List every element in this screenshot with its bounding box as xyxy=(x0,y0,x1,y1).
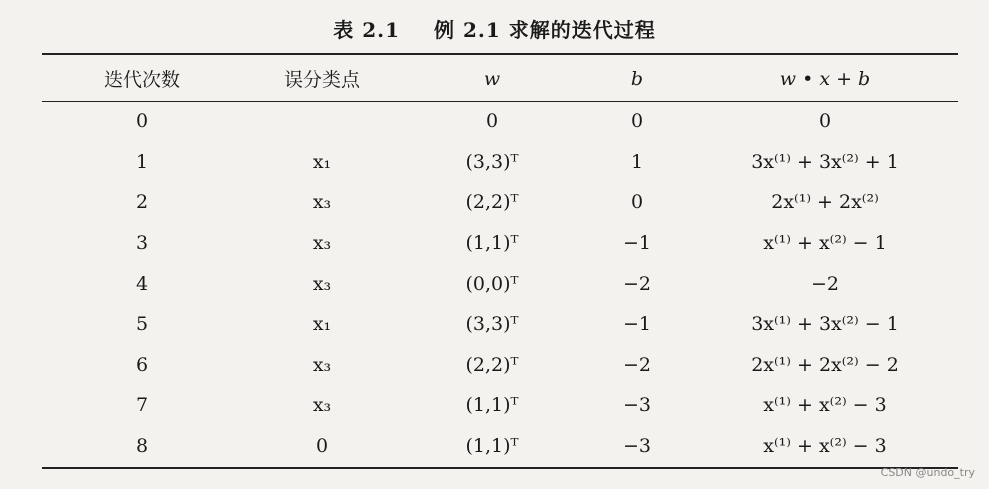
cell-point: 0 xyxy=(315,435,329,458)
caption-label: 表 2.1 xyxy=(333,18,401,42)
table-row xyxy=(42,345,958,386)
table-row xyxy=(42,304,958,345)
caption-title: 例 2.1 求解的迭代过程 xyxy=(434,18,656,42)
table-row xyxy=(42,385,958,426)
header-misclassified-point: 误分类点 xyxy=(283,69,360,91)
cell-w: (3,3)ᵀ xyxy=(465,150,519,173)
cell-iteration: 1 xyxy=(135,150,149,173)
cell-point: x₃ xyxy=(312,353,332,376)
cell-expression: −2 xyxy=(810,272,839,295)
table-row xyxy=(42,101,958,142)
cell-w: (2,2)ᵀ xyxy=(465,191,519,214)
cell-expression: 2x⁽¹⁾ + 2x⁽²⁾ xyxy=(771,191,879,214)
cell-point: x₃ xyxy=(312,191,332,214)
table-top-rule xyxy=(42,53,958,55)
cell-point: x₃ xyxy=(312,272,332,295)
cell-point: x₃ xyxy=(312,394,332,417)
cell-b: −2 xyxy=(622,272,651,295)
cell-expression: 0 xyxy=(818,110,832,133)
cell-w: (1,1)ᵀ xyxy=(465,394,519,417)
cell-iteration: 0 xyxy=(135,110,149,133)
cell-w: (2,2)ᵀ xyxy=(465,353,519,376)
table-header-row xyxy=(42,56,958,101)
cell-expression: 3x⁽¹⁾ + 3x⁽²⁾ − 1 xyxy=(751,313,899,336)
cell-point: x₁ xyxy=(312,150,332,173)
iteration-table xyxy=(42,56,958,466)
cell-b: −3 xyxy=(622,435,651,458)
cell-iteration: 4 xyxy=(135,272,149,295)
table-caption xyxy=(0,14,989,43)
table-row xyxy=(42,142,958,183)
header-b: b xyxy=(630,67,644,90)
cell-point: x₁ xyxy=(312,313,332,336)
cell-point xyxy=(242,101,402,142)
cell-w: (1,1)ᵀ xyxy=(465,232,519,255)
cell-b: −2 xyxy=(622,353,651,376)
cell-w: (1,1)ᵀ xyxy=(465,435,519,458)
table-row xyxy=(42,426,958,467)
cell-expression: x⁽¹⁾ + x⁽²⁾ − 3 xyxy=(763,394,887,417)
cell-b: 0 xyxy=(630,191,644,214)
cell-w: (0,0)ᵀ xyxy=(465,272,519,295)
table-bottom-rule xyxy=(42,467,958,469)
cell-expression: x⁽¹⁾ + x⁽²⁾ − 1 xyxy=(763,232,887,255)
cell-b: −3 xyxy=(622,394,651,417)
cell-iteration: 8 xyxy=(135,435,149,458)
cell-expression: 3x⁽¹⁾ + 3x⁽²⁾ + 1 xyxy=(751,150,899,173)
cell-b: 0 xyxy=(630,110,644,133)
cell-iteration: 7 xyxy=(135,394,149,417)
cell-w: 0 xyxy=(485,110,499,133)
table-row xyxy=(42,263,958,304)
cell-b: −1 xyxy=(622,313,651,336)
cell-iteration: 2 xyxy=(135,191,149,214)
table-row xyxy=(42,182,958,223)
cell-point: x₃ xyxy=(312,232,332,255)
cell-expression: 2x⁽¹⁾ + 2x⁽²⁾ − 2 xyxy=(751,353,899,376)
cell-iteration: 6 xyxy=(135,353,149,376)
cell-w: (3,3)ᵀ xyxy=(465,313,519,336)
header-w: w xyxy=(483,67,501,90)
header-expression: w • x + b xyxy=(779,67,871,90)
cell-b: 1 xyxy=(630,150,644,173)
watermark: CSDN @undo_try xyxy=(880,466,975,479)
table-row xyxy=(42,223,958,264)
header-iteration: 迭代次数 xyxy=(103,69,180,91)
cell-iteration: 3 xyxy=(135,232,149,255)
cell-b: −1 xyxy=(622,232,651,255)
cell-expression: x⁽¹⁾ + x⁽²⁾ − 3 xyxy=(763,435,887,458)
cell-iteration: 5 xyxy=(135,313,149,336)
